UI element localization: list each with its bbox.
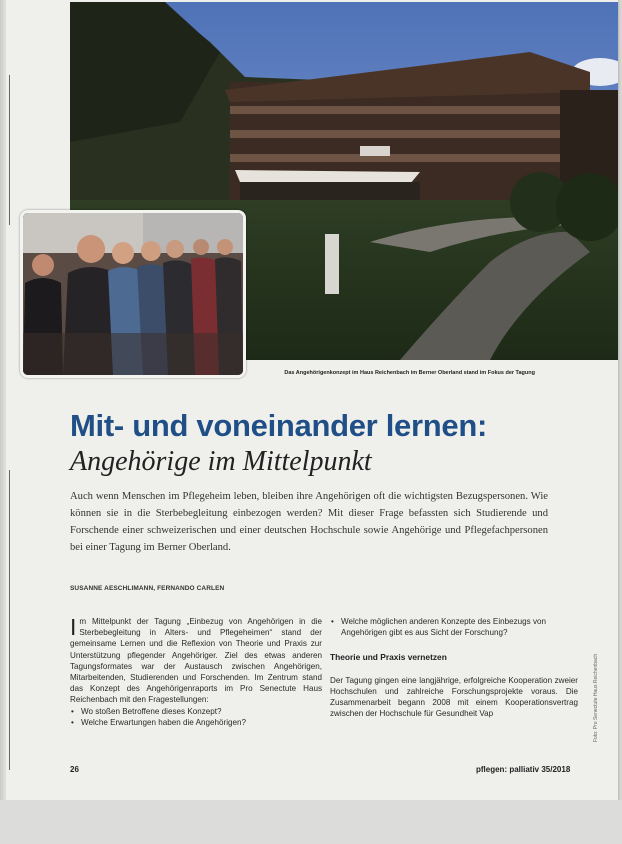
- page-number: 26: [70, 765, 79, 774]
- intro-paragraph: [70, 616, 322, 706]
- audience-photo-illustration: [23, 213, 243, 375]
- question-list: [70, 706, 322, 728]
- section-paragraph: Der Tagung gingen eine langjährige, erfolgreiche Kooperation zweier Hochschulen und zahlreiche Forschungsprojekte voraus. Die Zusammenarbeit begann 2008 mit einem Kooperationsvertrag zwischen der Hochschule für Gesundheit Vap: [330, 675, 578, 719]
- section-heading: Theorie und Praxis vernetzen: [330, 652, 447, 663]
- dropcap: I: [70, 614, 77, 640]
- photo-caption: Das Angehörigenkonzept im Haus Reichenbach im Berner Oberland stand im Fokus der Tagung: [284, 370, 535, 376]
- list-item: • Welche Erwartungen haben die Angehörigen?: [70, 717, 322, 728]
- scan-background: [0, 800, 622, 844]
- authors: SUSANNE AESCHLIMANN, FERNANDO CARLEN: [70, 585, 225, 592]
- list-item: • Welche möglichen anderen Konzepte des Einbezugs von Angehörigen gibt es aus Sicht der Forschung?: [330, 616, 578, 638]
- article-title: Mit- und voneinander lernen:: [70, 408, 488, 443]
- list-item: • Wo stoßen Betroffene dieses Konzept?: [70, 706, 322, 717]
- inset-photo: [20, 210, 246, 378]
- intro-text: m Mittelpunkt der Tagung „Einbezug von Angehörigen in die Sterbebegleitung in Alters- und Pflegeheimen“ stand der gemeinsame Lernen und die Reflexion von Theorie und Praxis zur Unterstützung pflegender Angehöriger. Ziel des etwas anderen Tagungsformates war der Austausch zwischen Angehörigen, Mitarbeitenden, Studierenden und Forschenden. Im Zentrum stand das Konzept des Angehörigenraports im Pro Senectute Haus Reichenbach mit den Fragestellungen:: [70, 617, 322, 705]
- article-subtitle: Angehörige im Mittelpunkt: [70, 446, 372, 477]
- right-column: [330, 616, 578, 719]
- fold-mark: [9, 75, 10, 225]
- lead-paragraph: Auch wenn Menschen im Pflegeheim leben, bleiben ihre Angehörigen oft die wichtigsten Bezugspersonen. Wie können sie in die Sterbebegleitung einbezogen werden? Mit dieser Frage befassten sich Studierende und Forschende einer schweizerischen und einer deutschen Hochschule sowie Angehörige und Pflegefachpersonen bei einer Tagung im Berner Oberland.: [70, 491, 548, 553]
- photo-credit: Foto: Pro Senectute Haus Reichenbach: [593, 653, 599, 742]
- fold-mark: [9, 470, 10, 770]
- left-column: [70, 616, 322, 728]
- question-list-continued: [330, 616, 578, 638]
- journal-name: pflegen: palliativ 35/2018: [476, 765, 571, 774]
